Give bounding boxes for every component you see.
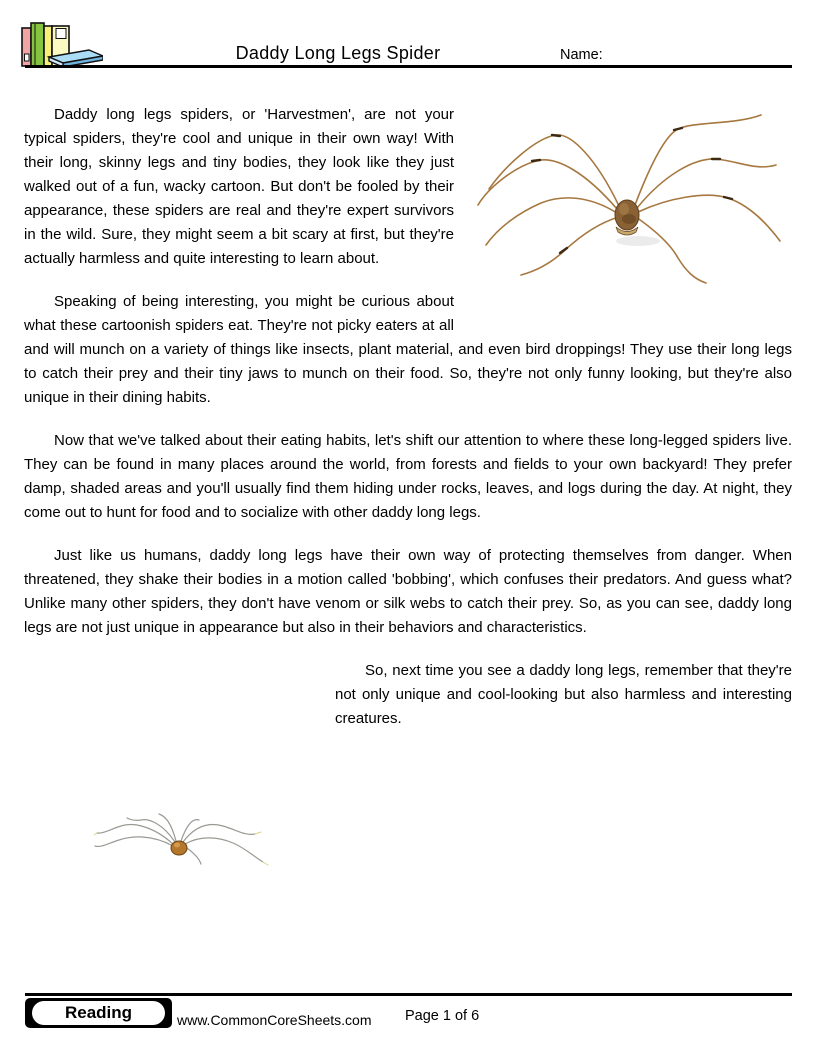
name-label: Name: [560, 47, 603, 63]
reading-badge [25, 998, 172, 1028]
spider-photo-large [466, 103, 792, 288]
article-body [24, 103, 792, 750]
paragraph-3: Now that we've talked about their eating habits, let's shift our attention to where these long-legged spiders live. They can be found in many places around the world, from forests and fields to your own backyard! They prefer damp, shaded areas and you'll usually find them hiding under rocks, leaves, and logs during the day. At night, they come out to hunt for food and to socialize with other daddy long legs. [24, 432, 792, 521]
header-rule [25, 65, 792, 68]
paragraph-5: So, next time you see a daddy long legs, remember that they're not only unique and cool-looking but also harmless and interesting creatures. [335, 662, 792, 727]
books-stack-icon [19, 20, 103, 68]
page-title: Daddy Long Legs Spider [235, 43, 441, 63]
footer-rule [25, 993, 792, 996]
website-text: www.CommonCoreSheets.com [177, 1012, 372, 1028]
paragraph-4: Just like us humans, daddy long legs have their own way of protecting themselves from danger. When threatened, they shake their bodies in a motion called 'bobbing', which confuses their predators. And guess what? Unlike many other spiders, they don't have venom or silk webs to catch their prey. So, as you can see, daddy long legs are not just unique in appearance but also in their behaviors and characteristics. [24, 547, 792, 636]
page-indicator: Page 1 of 6 [405, 1008, 480, 1024]
reading-badge-label: Reading [64, 1003, 133, 1022]
reading-badge-pill [32, 1001, 165, 1025]
paragraph-1: Daddy long legs spiders, or 'Harvestmen', are not your typical spiders, they're cool and unique in their own way! With their long, skinny legs and tiny bodies, they look like they just walked out of a fun, wacky cartoon. But don't be fooled by their appearance, these spiders are real and they're expert survivors in the wild. Sure, they might seem a bit scary at first, but they're actually harmless and quite interesting to learn about. [24, 106, 454, 267]
spider-photo-small [93, 808, 275, 870]
paragraph-2: Speaking of being interesting, you might be curious about what these cartoonish spiders eat. They're not picky eaters at all and will munch on a variety of things like insects, plant material, and even bird droppings! They use their long legs to catch their prey and their tiny jaws to munch on their food. So, they're not only funny looking, but they're also unique in their dining habits. [24, 293, 792, 406]
